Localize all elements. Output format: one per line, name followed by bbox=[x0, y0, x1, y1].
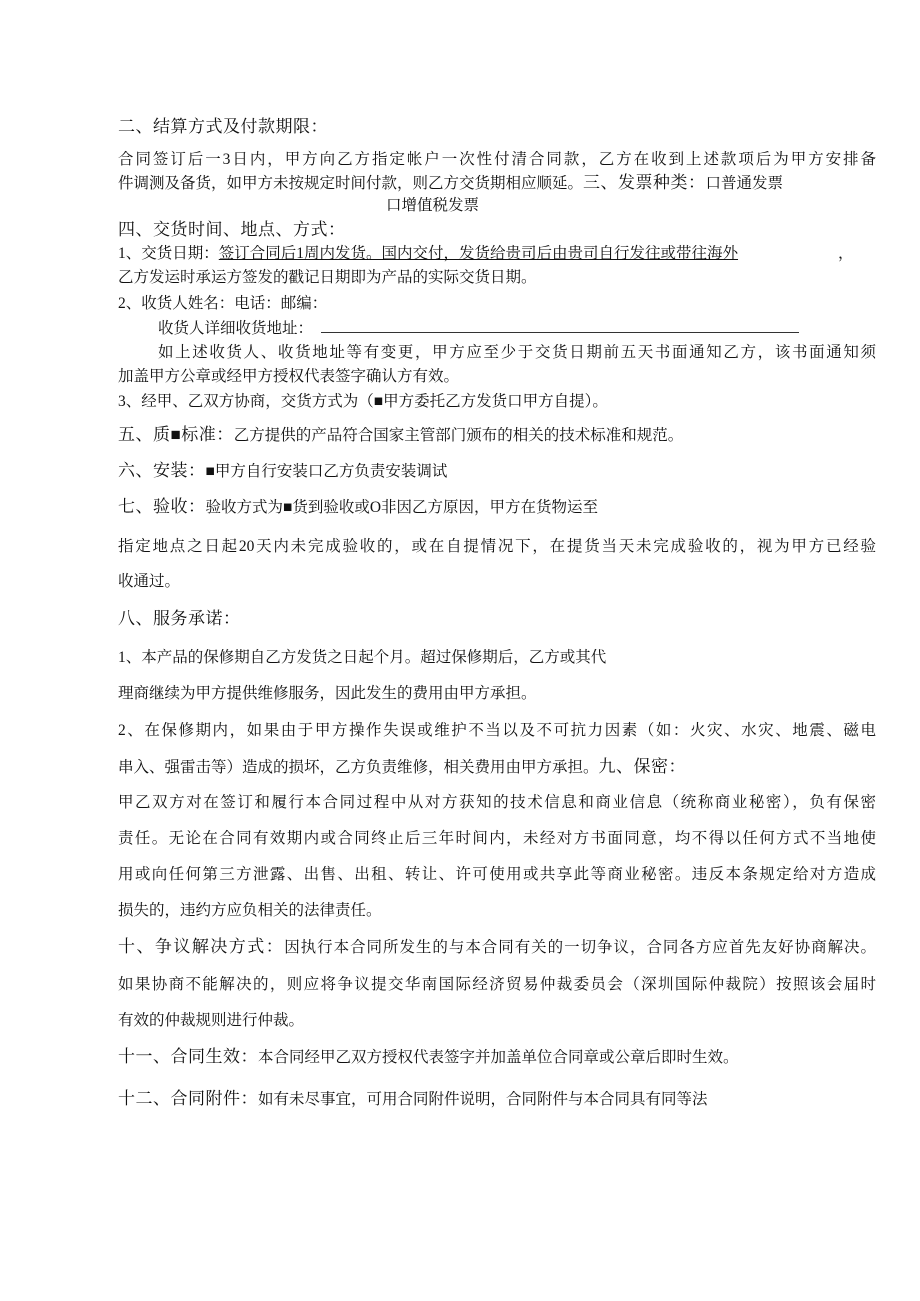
section-12-line bbox=[118, 1089, 708, 1110]
consignee-address-line bbox=[158, 318, 799, 339]
section-9-line-1: 甲乙双方对在签订和履行本合同过程中从对方获知的技术信息和商业信息（统称商业秘密），负有保密 bbox=[118, 794, 876, 811]
section-11-line bbox=[118, 1047, 739, 1068]
section-6-line bbox=[118, 461, 447, 482]
section-6-heading: 六、安装： bbox=[118, 461, 206, 480]
section-7-line-3: 收通过。 bbox=[118, 573, 181, 590]
section-8-line-4 bbox=[118, 757, 686, 778]
section-5-heading: 五、质■标准： bbox=[118, 425, 234, 444]
section-9-line-2: 责任。无论在合同有效期内或合同终止后三年时间内，未经对方书面同意，均不得以任何方式不当地使 bbox=[118, 830, 876, 847]
section-5-text: 乙方提供的产品符合国家主管部门颁布的相关的技术标准和规范。 bbox=[233, 427, 684, 444]
section-2-line-2 bbox=[118, 173, 783, 194]
section-8-text-4: 串入、强雷击等）造成的损坏，乙方负责维修，相关费用由甲方承担。 bbox=[118, 759, 599, 776]
section-9-line-4: 损失的，违约方应负相关的法律责任。 bbox=[118, 902, 382, 919]
section-12-heading: 十二、合同附件： bbox=[118, 1089, 258, 1108]
change-notice-line-2: 加盖甲方公章或经甲方授权代表签字确认方有效。 bbox=[118, 368, 460, 385]
section-10-line-1 bbox=[118, 937, 876, 958]
invoice-option-vat: 口增值税发票 bbox=[386, 197, 480, 214]
section-8-heading: 八、服务承诺： bbox=[118, 609, 241, 628]
delivery-date-line bbox=[118, 244, 738, 264]
delivery-date-label: 1、交货日期： bbox=[118, 245, 219, 262]
section-8-line-3: 2、在保修期内，如果由于甲方操作失误或维护不当以及不可抗力因素（如：火灾、水灾、地震、磁电 bbox=[118, 722, 876, 739]
section-4-heading: 四、交货时间、地点、方式： bbox=[118, 220, 346, 239]
section-10-line-2: 如果协商不能解决的，则应将争议提交华南国际经济贸易仲裁委员会（深圳国际仲裁院）按照该会届时 bbox=[118, 976, 876, 993]
section-8-line-1: 1、本产品的保修期自乙方发货之日起个月。超过保修期后，乙方或其代 bbox=[118, 649, 607, 666]
section-7-heading: 七、验收： bbox=[118, 497, 206, 516]
delivery-date-value: 签订合同后1周内发货。国内交付，发货给贵司后由贵司自行发往或带往海外 bbox=[218, 245, 739, 262]
consignee-info-line: 2、收货人姓名：电话：邮编： bbox=[118, 295, 328, 312]
delivery-date-line-2: 乙方发运时承运方签发的戳记日期即为产品的实际交货日期。 bbox=[118, 269, 537, 286]
section-11-heading: 十一、合同生效： bbox=[118, 1047, 258, 1066]
section-3-heading: 三、发票种类： bbox=[583, 173, 706, 192]
section-2-text: 件调测及备货，如甲方未按规定时间付款，则乙方交货期相应顺延。 bbox=[118, 175, 584, 192]
section-11-text: 本合同经甲乙双方授权代表签字并加盖单位合同章或公章后即时生效。 bbox=[258, 1049, 739, 1066]
consignee-address-blank bbox=[321, 318, 799, 333]
section-10-heading: 十、争议解决方式： bbox=[118, 937, 285, 956]
section-9-line-3: 用或向任何第三方泄露、出售、出租、转让、许可使用或共享此等商业秘密。违反本条规定给对方造成 bbox=[118, 866, 876, 883]
section-2-heading: 二、结算方式及付款期限： bbox=[118, 117, 328, 136]
section-10-text: 因执行本合同所发生的与本合同有关的一切争议，合同各方应首先友好协商解决。 bbox=[284, 939, 877, 956]
section-7-line-1 bbox=[118, 497, 598, 518]
delivery-date-comma: ， bbox=[838, 245, 854, 262]
consignee-address-label: 收货人详细收货地址： bbox=[158, 320, 314, 337]
delivery-method-line: 3、经甲、乙双方协商，交货方式为（■甲方委托乙方发货口甲方自提）。 bbox=[118, 393, 608, 410]
section-7-line-2: 指定地点之日起20天内未完成验收的，或在自提情况下，在提货当天未完成验收的，视为甲方已经验 bbox=[118, 538, 876, 555]
section-2-line-1: 合同签订后一3日内，甲方向乙方指定帐户一次性付清合同款，乙方在收到上述款项后为甲方安排备 bbox=[118, 151, 876, 168]
section-9-heading: 九、保密： bbox=[598, 757, 687, 776]
invoice-option-general: 口普通发票 bbox=[705, 175, 784, 192]
section-5-line bbox=[118, 425, 683, 446]
change-notice-line-1: 如上述收货人、收货地址等有变更，甲方应至少于交货日期前五天书面通知乙方，该书面通知须 bbox=[158, 344, 876, 361]
section-8-line-2: 理商继续为甲方提供维修服务，因此发生的费用由甲方承担。 bbox=[118, 685, 537, 702]
section-7-text: 验收方式为■货到验收或O非因乙方原因，甲方在货物运至 bbox=[205, 499, 599, 516]
section-6-text: ■甲方自行安装口乙方负责安装调试 bbox=[205, 463, 448, 480]
section-10-line-3: 有效的仲裁规则进行仲裁。 bbox=[118, 1012, 305, 1029]
section-12-text: 如有未尽事宜，可用合同附件说明，合同附件与本合同具有同等法 bbox=[258, 1091, 708, 1108]
